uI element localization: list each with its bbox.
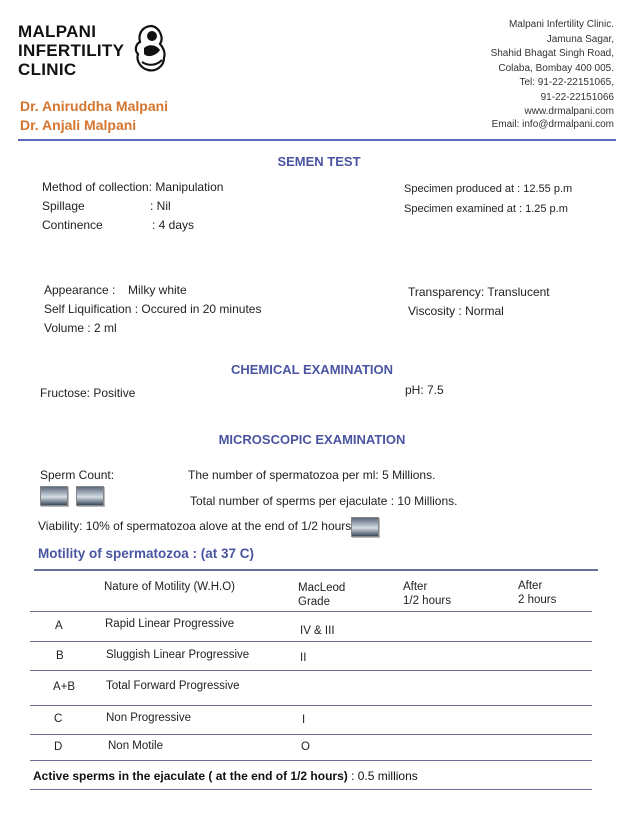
microscope-image-thumbnail[interactable]: [351, 517, 379, 537]
spillage-label: Spillage: [42, 199, 85, 213]
header-divider: [18, 139, 616, 141]
active-sperms-value: : 0.5 millions: [347, 769, 418, 783]
motility-title: Motility of spermatozoa : (at 37 C): [38, 546, 255, 561]
section-title-semen-test: SEMEN TEST: [277, 154, 361, 169]
table-rule: [30, 670, 592, 671]
row-code: C: [54, 713, 63, 725]
row-grade: I: [302, 714, 306, 726]
row-nature: Rapid Linear Progressive: [105, 618, 235, 630]
address-line: Tel: 91-22-22151065,: [519, 77, 614, 88]
row-nature: Non Progressive: [106, 712, 192, 724]
doctor-name-1: Dr. Aniruddha Malpani: [20, 98, 169, 114]
method-of-collection: Method of collection: Manipulation: [42, 180, 224, 194]
row-nature: Total Forward Progressive: [106, 680, 240, 692]
header-nature-of-motility: Nature of Motility (W.H.O): [104, 581, 235, 593]
header-after-half-hour: After 1/2 hours: [403, 581, 451, 607]
row-code: D: [54, 741, 63, 753]
continence-value: : 4 days: [152, 218, 195, 232]
header-macleod-grade: MacLeod Grade: [298, 582, 346, 608]
table-rule: [30, 760, 592, 761]
row-code: B: [56, 650, 64, 662]
row-grade: IV & III: [300, 625, 335, 637]
clinic-address: [491, 18, 614, 120]
section-title-microscopic: MICROSCOPIC EXAMINATION: [218, 432, 406, 447]
table-bottom-rule: [30, 789, 592, 790]
ph-value: pH: 7.5: [405, 383, 444, 397]
clinic-logo-text: MALPANI INFERTILITY CLINIC: [18, 22, 125, 79]
microscope-image-thumbnail[interactable]: [40, 486, 68, 506]
header-after-two-hours: After 2 hours: [518, 580, 557, 606]
table-rule: [30, 705, 592, 706]
sperm-count-label: Sperm Count:: [40, 468, 115, 482]
self-liquification: Self Liquification : Occured in 20 minutes: [44, 302, 262, 316]
table-rule: [30, 734, 592, 735]
appearance-label: Appearance :: [44, 283, 116, 297]
table-rule: [30, 641, 592, 642]
email-link[interactable]: Email: info@drmalpani.com: [491, 119, 614, 130]
doctor-name-2: Dr. Anjali Malpani: [20, 117, 137, 133]
viscosity: Viscosity : Normal: [408, 304, 504, 318]
sperm-per-ml: The number of spermatozoa per ml: 5 Millions.: [188, 468, 436, 482]
row-nature: Non Motile: [108, 740, 163, 752]
address-line: Shahid Bhagat Singh Road,: [490, 48, 614, 59]
specimen-examined: Specimen examined at : 1.25 p.m: [404, 203, 568, 215]
address-line: Jamuna Sagar,: [546, 33, 614, 45]
fructose: Fructose: Positive: [40, 386, 136, 400]
table-top-rule: [34, 569, 598, 571]
clinic-logo-icon: [130, 22, 170, 78]
row-code: A: [55, 620, 63, 632]
row-code: A+B: [53, 681, 76, 693]
address-line: Malpani Infertility Clinic.: [508, 19, 614, 30]
row-nature: Sluggish Linear Progressive: [106, 649, 250, 661]
active-sperms-label: Active sperms in the ejaculate ( at the end of 1/2 hours): [33, 769, 348, 783]
appearance-value: Milky white: [128, 283, 187, 297]
row-grade: O: [301, 741, 310, 753]
continence-label: Continence: [42, 218, 103, 232]
microscope-image-thumbnail[interactable]: [76, 486, 104, 506]
transparency: Transparency: Translucent: [408, 285, 550, 299]
website-link[interactable]: www.drmalpani.com: [524, 106, 614, 117]
viability: Viability: 10% of spermatozoa alove at the end of 1/2 hours: [38, 519, 352, 533]
specimen-produced: Specimen produced at : 12.55 p.m: [404, 183, 573, 195]
table-rule: [30, 611, 592, 612]
row-grade: II: [300, 652, 307, 664]
active-sperms-note: [33, 769, 418, 783]
sperm-per-ejaculate: Total number of sperms per ejaculate : 10 Millions.: [190, 494, 458, 508]
spillage-value: : Nil: [150, 199, 171, 213]
section-title-chemical: CHEMICAL EXAMINATION: [230, 362, 394, 377]
volume: Volume : 2 ml: [44, 321, 117, 335]
address-line: 91-22-22151066: [540, 91, 614, 103]
address-line: Colaba, Bombay 400 005.: [498, 62, 614, 74]
